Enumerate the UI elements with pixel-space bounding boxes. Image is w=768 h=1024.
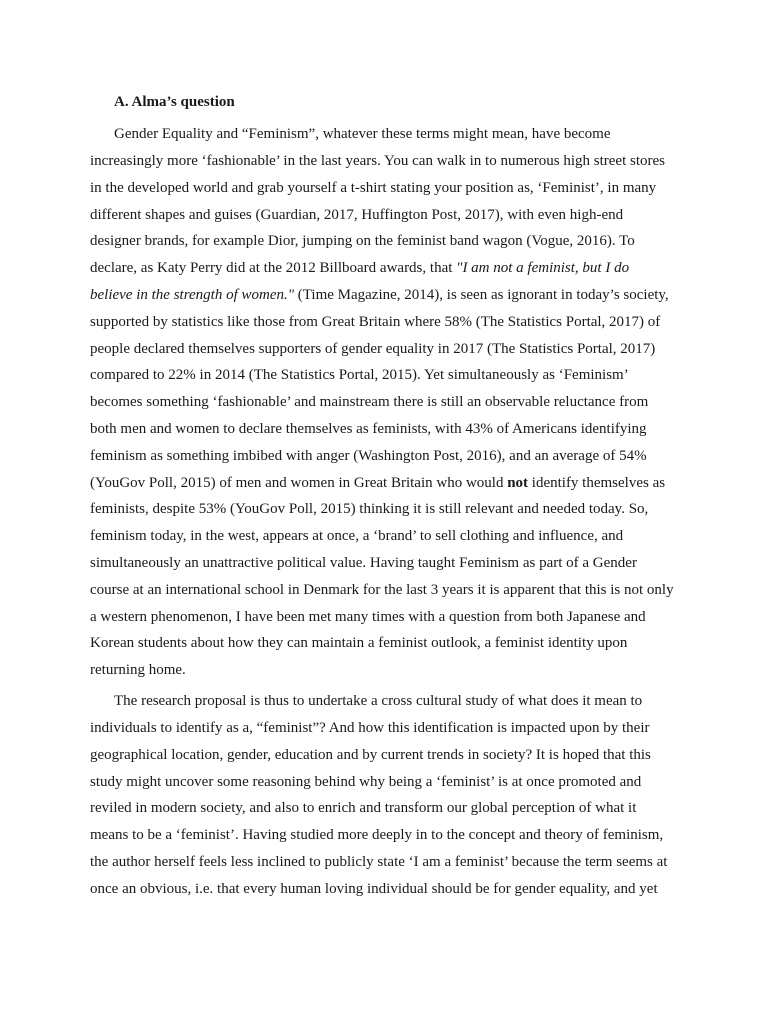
- text-run: (Time Magazine, 2014), is seen as ignorant in today’s society,: [294, 287, 669, 303]
- paragraph-line: geographical location, gender, education and by current trends in society? It is hoped that this: [90, 747, 651, 763]
- paragraph-line: individuals to identify as a, “feminist”? And how this identification is impacted upon by their: [90, 720, 650, 736]
- quote-italic: "I am not a feminist, but I do: [456, 260, 630, 276]
- paragraph-line: Korean students about how they can maintain a feminist outlook, a feminist identity upon: [90, 635, 628, 651]
- paragraph-line: study might uncover some reasoning behind why being a ‘feminist’ is at once promoted and: [90, 774, 642, 790]
- emphasis-bold: not: [507, 475, 529, 491]
- paragraph-line: feminism today, in the west, appears at once, a ‘brand’ to sell clothing and influence, and: [90, 528, 624, 544]
- paragraph-line: different shapes and guises (Guardian, 2017, Huffington Post, 2017), with even high-end: [90, 207, 624, 223]
- paragraph-line: means to be a ‘feminist’. Having studied more deeply in to the concept and theory of feminism,: [90, 827, 664, 843]
- quote-italic: believe in the strength of women.": [90, 287, 295, 303]
- paragraph-line: simultaneously an unattractive political value. Having taught Feminism as part of a Gender: [90, 555, 637, 571]
- paragraph-line: [90, 257, 629, 279]
- paragraph-line: The research proposal is thus to undertake a cross cultural study of what does it mean to: [114, 693, 643, 709]
- paragraph-line: compared to 22% in 2014 (The Statistics Portal, 2015). Yet simultaneously as ‘Feminism’: [90, 367, 629, 383]
- paragraph-line: the author herself feels less inclined to publicly state ‘I am a feminist’ because the term seems at: [90, 854, 668, 870]
- text-run: identify themselves as: [528, 475, 666, 491]
- paragraph-line: in the developed world and grab yourself a t-shirt stating your position as, ‘Feminist’, in many: [90, 180, 657, 196]
- paragraph-line: returning home.: [90, 662, 186, 678]
- paragraph-line: both men and women to declare themselves as feminists, with 43% of Americans identifying: [90, 421, 647, 437]
- paragraph-line: designer brands, for example Dior, jumping on the feminist band wagon (Vogue, 2016). To: [90, 233, 635, 249]
- paragraph-line: becomes something ‘fashionable’ and mainstream there is still an observable reluctance from: [90, 394, 649, 410]
- paragraph-line: Gender Equality and “Feminism”, whatever these terms might mean, have become: [114, 126, 611, 142]
- paragraph-line: course at an international school in Denmark for the last 3 years it is apparent that this is not only: [90, 582, 674, 598]
- paragraph-line: a western phenomenon, I have been met many times with a question from both Japanese and: [90, 609, 646, 625]
- paragraph-line: people declared themselves supporters of gender equality in 2017 (The Statistics Portal, 2017): [90, 341, 656, 357]
- section-heading: A. Alma’s question: [114, 94, 235, 110]
- paragraph-line: feminists, despite 53% (YouGov Poll, 2015) thinking it is still relevant and needed today. So,: [90, 501, 649, 517]
- paragraph-line: feminism as something imbibed with anger (Washington Post, 2016), and an average of 54%: [90, 448, 647, 464]
- paragraph-line: reviled in modern society, and also to enrich and transform our global perception of what it: [90, 800, 637, 816]
- paragraph-line: [90, 472, 665, 494]
- paragraph-line: once an obvious, i.e. that every human loving individual should be for gender equality, and yet: [90, 881, 658, 897]
- paragraph-line: [90, 284, 669, 306]
- text-run: declare, as Katy Perry did at the 2012 Billboard awards, that: [90, 260, 457, 276]
- text-run: (YouGov Poll, 2015) of men and women in Great Britain who would: [90, 475, 508, 491]
- paragraph-line: increasingly more ‘fashionable’ in the last years. You can walk in to numerous high street stores: [90, 153, 666, 169]
- paragraph-line: supported by statistics like those from Great Britain where 58% (The Statistics Portal, 2017) of: [90, 314, 661, 330]
